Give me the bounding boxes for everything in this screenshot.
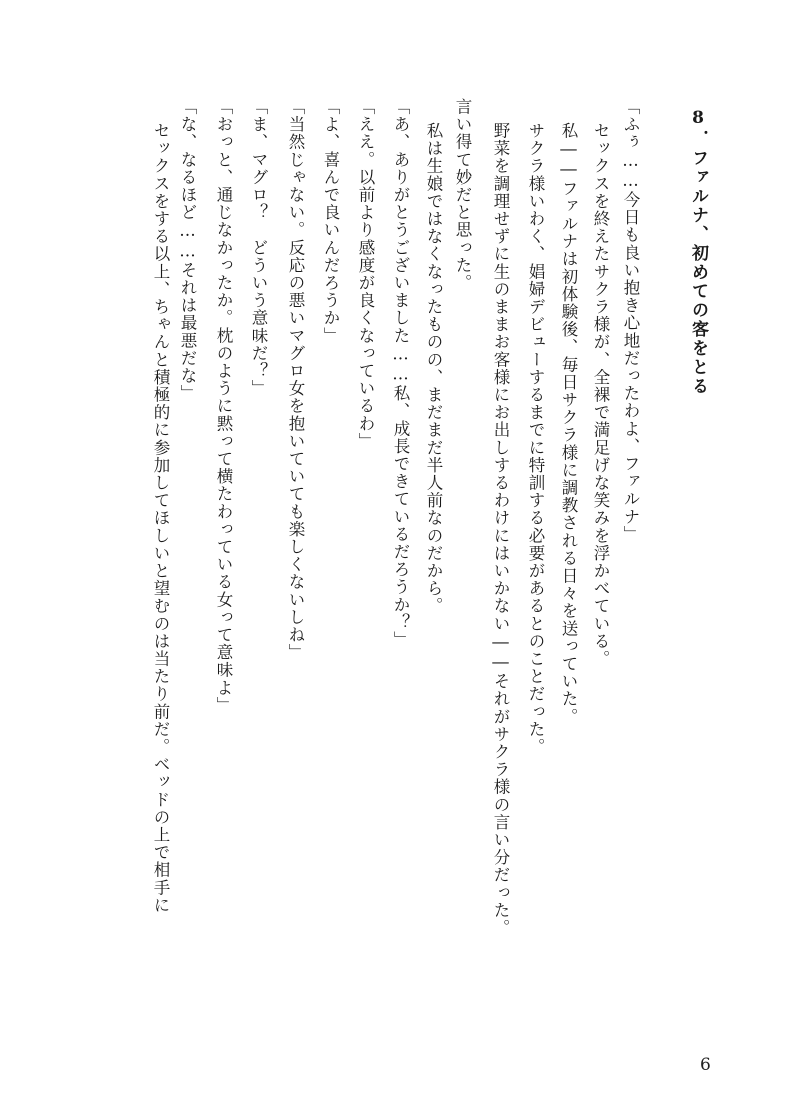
text-line: サクラ様いわく、娼婦デビューするまでに特訓する必要があるとのことだった。 <box>526 122 545 756</box>
text-line: セックスを終えたサクラ様が、全裸で満足げな笑みを浮かべている。 <box>591 122 610 668</box>
text-line: 「ま、マグロ？ どういう意味だ？」 <box>249 98 268 398</box>
text-line: 私は生娘ではなくなったものの、まだまだ半人前なのだから。 <box>424 122 443 615</box>
text-line: 「な、なるほど……それは最悪だな」 <box>178 98 197 403</box>
text-line: 野菜を調理せずに生のままお客様にお出しするわけにはいかない――それがサクラ様の言い分だった。 <box>491 122 510 937</box>
text-line: 「あ、ありがとうございました……私、成長できているだろうか？」 <box>391 98 410 649</box>
text-line: 私――ファルナは初体験後、毎日サクラ様に調教される日々を送っていた。 <box>559 122 578 726</box>
text-line: 「よ、喜んで良いんだろうか」 <box>321 98 340 345</box>
text-line: 「おっと、通じなかったか。枕のように黙って横たわっている女って意味よ」 <box>214 98 233 714</box>
text-line: 言い得て妙だと思った。 <box>453 98 472 292</box>
text-line: 「当然じゃない。反応の悪いマグロ女を抱いていても楽しくないしね」 <box>286 98 305 662</box>
text-line: セックスをする以上、ちゃんと積極的に参加してほしいと望むのは当たり前だ。ベッドの上で相手に <box>151 122 170 914</box>
page-number: 6 <box>700 1055 711 1075</box>
text-line: 「ええ。以前より感度が良くなっているわ」 <box>356 98 375 450</box>
chapter-title: 8．ファルナ、初めての客をとる <box>688 108 708 396</box>
text-line: 「ふぅ……今日も良い抱き心地だったわよ、ファルナ」 <box>621 98 640 543</box>
